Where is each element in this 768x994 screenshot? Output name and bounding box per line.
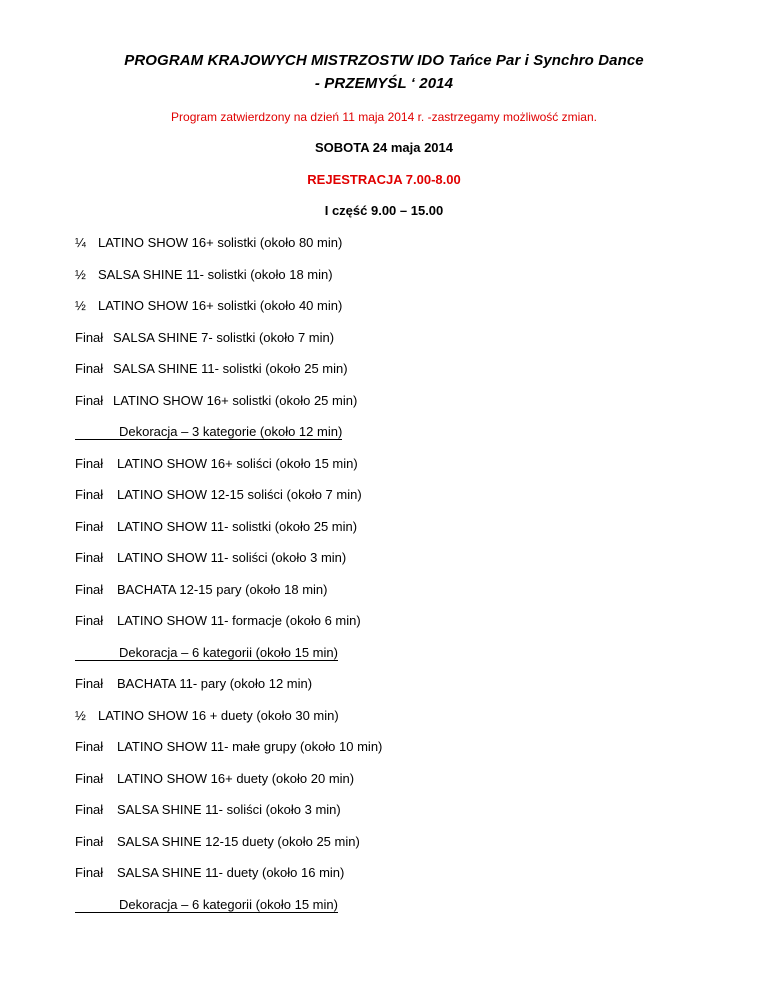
round-label: Finał [75,455,104,471]
decoration-text: Dekoracja – 6 kategorii (około 15 min) [75,897,338,913]
event-text: LATINO SHOW 16+ soliści (około 15 min) [117,455,358,471]
schedule-row [75,393,715,425]
event-text: SALSA SHINE 11- duety (około 16 min) [117,865,345,880]
round-label: Finał [75,518,104,534]
schedule-list [75,235,715,928]
schedule-row [75,361,715,393]
round-label: ½ [75,266,86,282]
round-label: Finał [75,581,104,597]
event-text: SALSA SHINE 11- soliści (około 3 min) [117,802,341,817]
registration-heading: REJESTRACJA 7.00-8.00 [307,172,461,187]
event-text: LATINO SHOW 16 + duety (około 30 min) [98,707,339,723]
schedule-row [75,865,715,897]
event-text: SALSA SHINE 7- solistki (około 7 min) [113,329,335,345]
schedule-row [75,771,715,803]
schedule-row [75,519,715,551]
part-heading: I część 9.00 – 15.00 [324,203,444,218]
event-text: LATINO SHOW 16+ solistki (około 80 min) [98,235,343,250]
schedule-row [75,708,715,740]
round-label: Finał [75,770,104,786]
event-text: LATINO SHOW 11- formacje (około 6 min) [117,613,361,628]
round-label: ½ [75,707,86,723]
round-label: Finał [75,802,104,817]
event-text: BACHATA 12-15 pary (około 18 min) [117,581,328,597]
schedule-row [75,456,715,488]
event-text: LATINO SHOW 16+ solistki (około 25 min) [113,392,358,408]
event-text: LATINO SHOW 11- soliści (około 3 min) [117,550,347,565]
event-text: LATINO SHOW 16+ duety (około 20 min) [117,770,355,786]
event-text: SALSA SHINE 11- solistki (około 18 min) [98,266,333,282]
event-text: LATINO SHOW 11- solistki (około 25 min) [117,518,358,534]
schedule-row [75,235,715,267]
schedule-row [75,298,715,330]
round-label: Finał [75,833,104,849]
round-label: Finał [75,739,104,754]
schedule-row [75,487,715,519]
round-label: Finał [75,865,104,880]
document-title-line2: - PRZEMYŚL ‘ 2014 [314,75,454,92]
schedule-row [75,802,715,834]
document-title-line1: PROGRAM KRAJOWYCH MISTRZOSTW IDO Tańce Par i Synchro Dance [124,52,644,69]
schedule-row [75,613,715,645]
schedule-row [75,550,715,582]
schedule-row [75,834,715,866]
schedule-row [75,739,715,771]
round-label: ½ [75,298,86,313]
event-text: BACHATA 11- pary (około 12 min) [117,676,313,691]
round-label: Finał [75,361,104,376]
round-label: Finał [75,392,104,408]
event-text: SALSA SHINE 12-15 duety (około 25 min) [117,833,360,849]
event-text: LATINO SHOW 16+ solistki (około 40 min) [98,298,343,313]
program-note: Program zatwierdzony na dzień 11 maja 2014 r. -zastrzegamy możliwość zmian. [171,110,597,124]
schedule-row [75,330,715,362]
event-text: LATINO SHOW 12-15 soliści (około 7 min) [117,487,362,502]
round-label: Finał [75,550,104,565]
decoration-text: Dekoracja – 6 kategorii (około 15 min) [75,645,338,661]
round-label: ¼ [75,235,86,250]
schedule-decoration-row [75,645,715,677]
event-text: LATINO SHOW 11- małe grupy (około 10 min) [117,739,383,754]
schedule-row [75,582,715,614]
schedule-decoration-row [75,424,715,456]
round-label: Finał [75,676,104,691]
schedule-row [75,676,715,708]
schedule-row [75,267,715,299]
decoration-text: Dekoracja – 3 kategorie (około 12 min) [75,424,342,440]
day-heading: SOBOTA 24 maja 2014 [314,140,453,155]
round-label: Finał [75,613,104,628]
schedule-decoration-row [75,897,715,929]
round-label: Finał [75,487,104,502]
event-text: SALSA SHINE 11- solistki (około 25 min) [113,361,348,376]
round-label: Finał [75,329,104,345]
